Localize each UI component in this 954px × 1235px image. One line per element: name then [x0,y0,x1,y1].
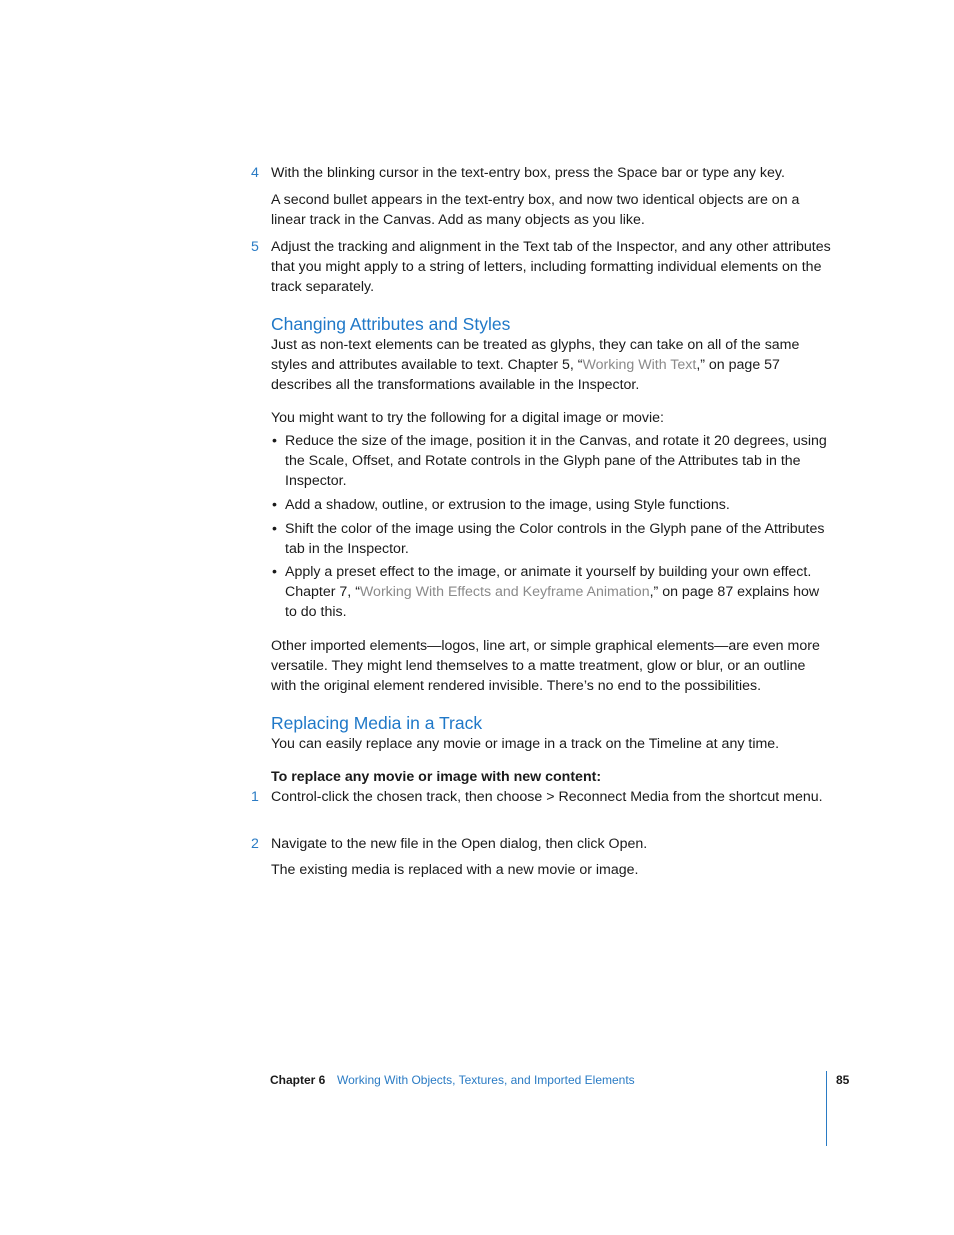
paragraph: You might want to try the following for a digital image or movie: [271,410,664,426]
step-result: The existing media is replaced with a new movie or image. [271,862,639,878]
step-number: 1 [251,789,259,805]
page-number: 85 [836,1073,850,1087]
step-result: A second bullet appears in the text-entry box, and now two identical objects are on a linear track in the Canvas. Add as many objects as you like. [271,192,800,229]
step-number: 4 [251,165,259,181]
cross-reference-link[interactable]: Working With Effects and Keyframe Animation [359,584,650,601]
section-heading: Replacing Media in a Track [271,713,483,733]
footer-chapter-label: Chapter 6 [270,1073,326,1087]
bullet-marker: • [272,497,277,513]
bullet-item: Add a shadow, outline, or extrusion to the image, using Style functions. [285,497,730,513]
bullet-text: Apply a preset effect to the image, or animate it yourself by building your own effect. Chapter 7, “ [285,564,812,601]
paragraph [271,335,831,396]
step-text: Adjust the tracking and alignment in the Text tab of the Inspector, and any other attributes that you might apply to a string of letters, including formatting individual elements on the track separately. [271,239,831,296]
paragraph: Other imported elements—logos, line art, or simple graphical elements—are even more versatile. They might lend themselves to a matte treatment, glow or blur, or an outline with the original element rendered invisible. There’s no end to the possibilities. [271,638,820,695]
bullet-marker: • [272,564,277,580]
step-text: With the blinking cursor in the text-entry box, press the Space bar or type any key. [271,165,785,181]
cross-reference-link[interactable]: Working With Text [582,357,697,374]
paragraph-text: ,” on page 57 describes all the transformations available in the Inspector. [271,357,780,394]
footer-chapter-title: Working With Objects, Textures, and Imported Elements [337,1073,635,1087]
bullet-item [285,562,830,623]
step-text: Control-click the chosen track, then choose > Reconnect Media from the shortcut menu. [271,789,823,805]
paragraph: You can easily replace any movie or image in a track on the Timeline at any time. [271,736,780,752]
step-text: Navigate to the new file in the Open dialog, then click Open. [271,836,648,852]
bullet-item: Reduce the size of the image, position it in the Canvas, and rotate it 20 degrees, using the Scale, Offset, and Rotate controls in the Glyph pane of the Attributes tab in the Inspector. [285,433,827,490]
bullet-item: Shift the color of the image using the Color controls in the Glyph pane of the Attributes tab in the Inspector. [285,521,825,558]
step-number: 2 [251,836,259,852]
bullet-marker: • [272,433,277,449]
section-heading: Changing Attributes and Styles [271,314,511,334]
task-title: To replace any movie or image with new content: [271,769,602,785]
bullet-text: ,” on page 87 explains how to do this. [285,584,820,621]
bullet-marker: • [272,521,277,537]
footer-divider [826,1071,827,1146]
paragraph-text: Just as non-text elements can be treated as glyphs, they can take on all of the same styles and attributes available to text. Chapter 5, “ [271,337,800,374]
step-number: 5 [251,239,259,255]
